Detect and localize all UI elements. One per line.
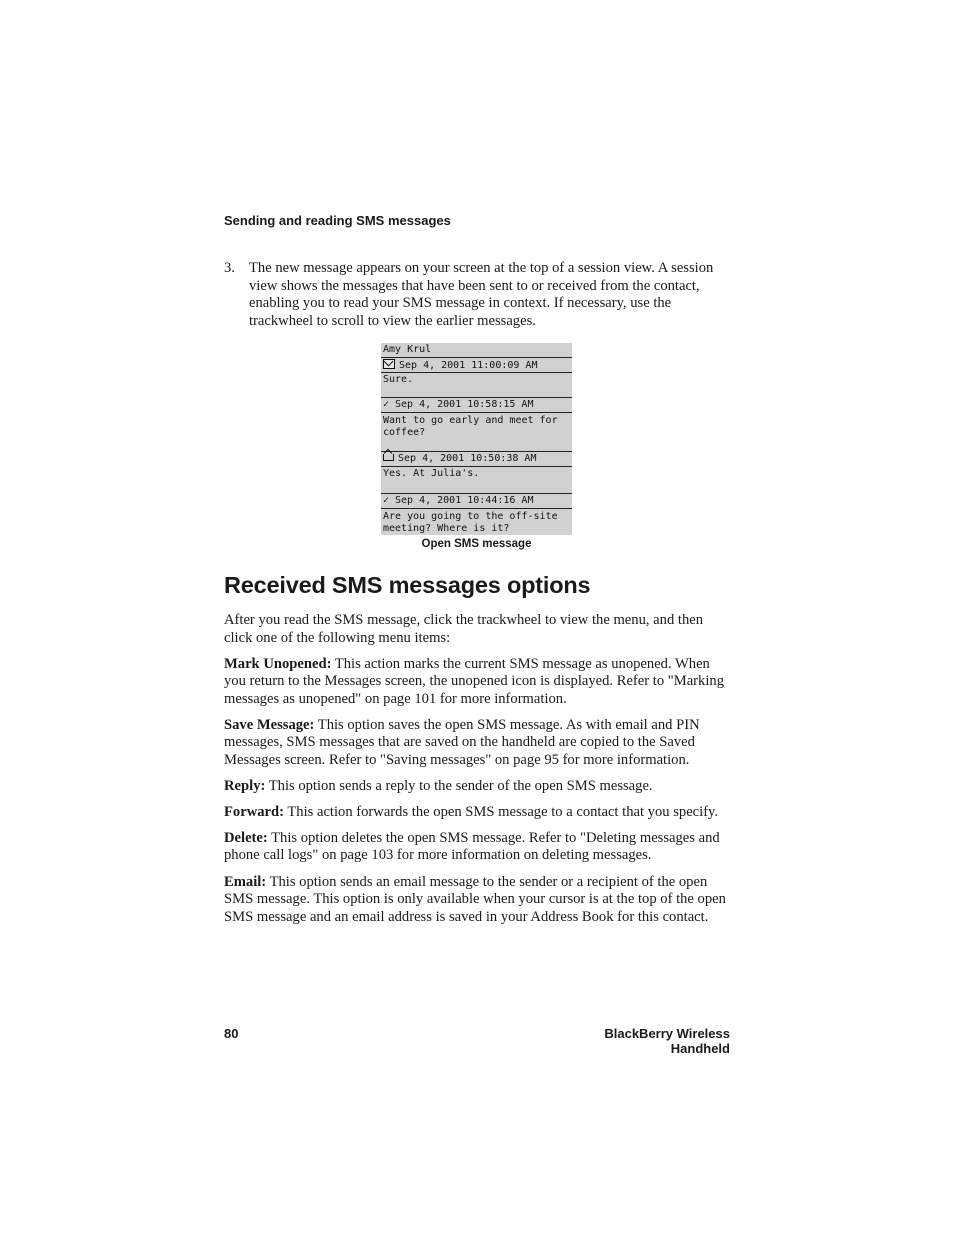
- section-title: Received SMS messages options: [224, 572, 591, 598]
- option-description: This action forwards the open SMS message to a contact that you specify.: [287, 803, 719, 820]
- option-description: This option deletes the open SMS message. Refer to "Deleting messages and phone call logs" on page 103 for more information on deleting messages.: [224, 829, 720, 864]
- option-term: Mark Unopened:: [224, 655, 332, 672]
- option-term: Email:: [224, 873, 267, 890]
- section-body: [224, 612, 729, 935]
- option-term: Delete:: [224, 829, 268, 846]
- option-description: This option saves the open SMS message. As with email and PIN messages, SMS messages that are saved on the handheld are copied to the Saved Messages screen. Refer to "Saving messages" on page 95 for more information.: [224, 716, 700, 768]
- message-header: [381, 493, 572, 509]
- running-head: Sending and reading SMS messages: [224, 213, 451, 228]
- message-timestamp: Sep 4, 2001 10:58:15 AM: [395, 399, 534, 410]
- option-paragraph: [224, 804, 729, 822]
- option-paragraph: [224, 874, 729, 927]
- envelope-closed-icon: [383, 359, 395, 369]
- message-body-line: Yes. At Julia's.: [383, 468, 480, 479]
- message-timestamp: Sep 4, 2001 10:50:38 AM: [398, 453, 537, 464]
- checkmark-icon: ✓: [383, 399, 390, 410]
- option-term: Forward:: [224, 803, 284, 820]
- message-body-line: Want to go early and meet for: [383, 415, 558, 426]
- numbered-step: [224, 260, 729, 330]
- option-paragraph: [224, 717, 729, 770]
- option-paragraph: [224, 656, 729, 709]
- option-description: This option sends an email message to the sender or a recipient of the open SMS message. This option is only available when your cursor is at the top of the open SMS message and an email address is saved in your Address Book for this contact.: [224, 873, 726, 925]
- option-term: Reply:: [224, 777, 266, 794]
- sms-session-screenshot: [381, 343, 572, 535]
- step-number: 3.: [224, 260, 235, 276]
- figure-caption: Open SMS message: [421, 538, 532, 550]
- message-body-line: coffee?: [383, 427, 426, 438]
- envelope-open-icon: [383, 454, 394, 461]
- option-paragraph: [224, 830, 729, 865]
- checkmark-icon: ✓: [383, 495, 390, 506]
- option-description: This action marks the current SMS message as unopened. When you return to the Messages screen, the unopened icon is displayed. Refer to "Marking messages as unopened" on page 101 for more information.: [224, 655, 724, 707]
- message-body-line: Are you going to the off-site: [383, 511, 558, 522]
- option-description: This option sends a reply to the sender of the open SMS message.: [268, 777, 653, 794]
- message-header: [381, 397, 572, 413]
- book-title: BlackBerry Wireless Handheld: [604, 1026, 730, 1056]
- page-number: 80: [224, 1026, 239, 1041]
- message-timestamp: Sep 4, 2001 11:00:09 AM: [399, 360, 538, 371]
- option-paragraph: [224, 778, 729, 796]
- message-header: [381, 451, 572, 467]
- message-body-line: Sure.: [383, 374, 414, 385]
- message-timestamp: Sep 4, 2001 10:44:16 AM: [395, 495, 534, 506]
- contact-name: Amy Krul: [383, 344, 432, 355]
- step-text: The new message appears on your screen at the top of a session view. A session view shows the messages that have been sent to or received from the contact, enabling you to read your SMS message in context. If necessary, use the trackwheel to scroll to view the earlier messages.: [249, 260, 714, 329]
- message-body-line: meeting? Where is it?: [383, 523, 510, 534]
- option-term: Save Message:: [224, 716, 315, 733]
- intro-paragraph: After you read the SMS message, click the trackwheel to view the menu, and then click one of the following menu items:: [224, 612, 704, 646]
- message-header: [381, 357, 572, 373]
